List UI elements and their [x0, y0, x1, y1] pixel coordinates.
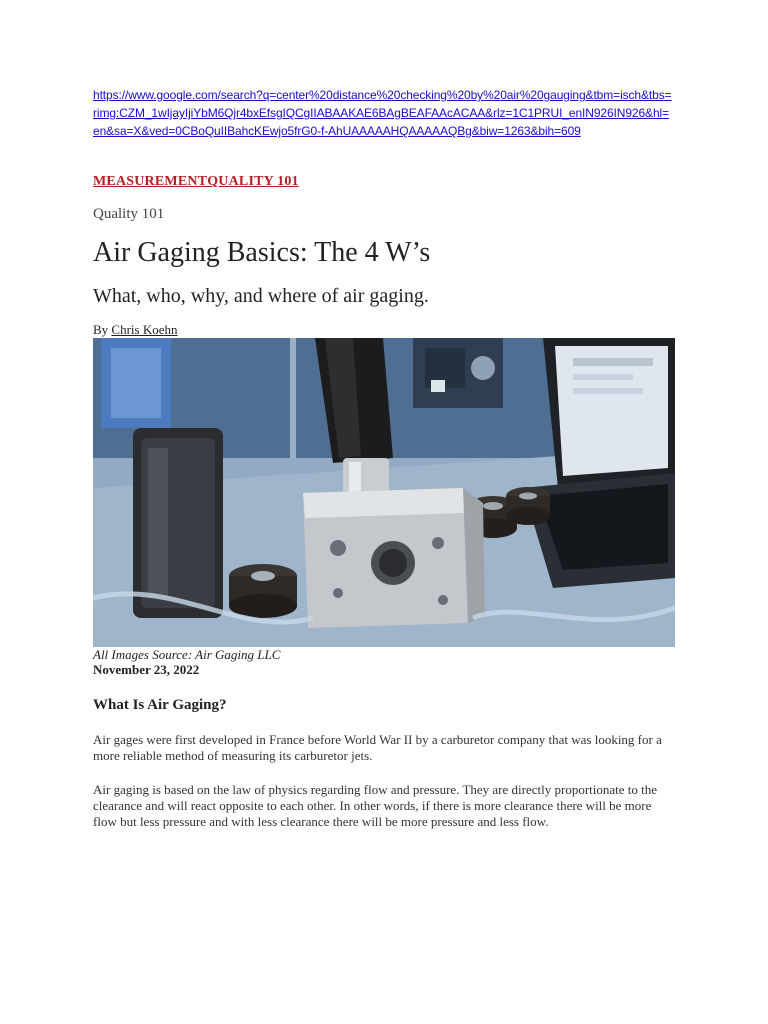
article-photo: [93, 338, 675, 647]
publish-date: November 23, 2022: [93, 662, 200, 677]
kicker: Quality 101: [93, 206, 165, 222]
byline: [93, 322, 675, 338]
subtitle: What, who, why, and where of air gaging.: [93, 285, 429, 307]
author-link[interactable]: Chris Koehn: [111, 322, 178, 337]
section-heading: What Is Air Gaging?: [93, 697, 227, 713]
source-link[interactable]: https://www.google.com/search?q=center%20distance%20checking%20by%20air%20gauging&tbm=isch&tbs=rimg:CZM_1wIjayIjiYbM6Qjr4bxEfsgIQCgIIABAAKAE6BAgBEAFAAcACAA&rlz=1C1PRUI_enIN926IN926&hl=en&sa=X&ved=0CBoQuIIBahcKEwjo5frG0-f-AhUAAAAAHQAAAAAQBg&biw=1263&bih=609: [93, 88, 672, 138]
article: [93, 86, 675, 830]
image-caption: All Images Source: Air Gaging LLC: [93, 647, 281, 662]
category-link[interactable]: MEASUREMENTQUALITY 101: [93, 174, 299, 189]
page-title: Air Gaging Basics: The 4 W’s: [93, 237, 431, 268]
byline-prefix: By: [93, 322, 112, 337]
paragraph-1: Air gages were first developed in France before World War II by a carburetor company that was looking for a more reliable method of measuring its carburetor jets.: [93, 732, 662, 763]
paragraph-2: Air gaging is based on the law of physics regarding flow and pressure. They are directly proportionate to the clearance and will react opposite to each other. In other words, if there is more clearance there will be more flow but less pressure and with less clearance there will be more pressure and less flow.: [93, 782, 658, 829]
